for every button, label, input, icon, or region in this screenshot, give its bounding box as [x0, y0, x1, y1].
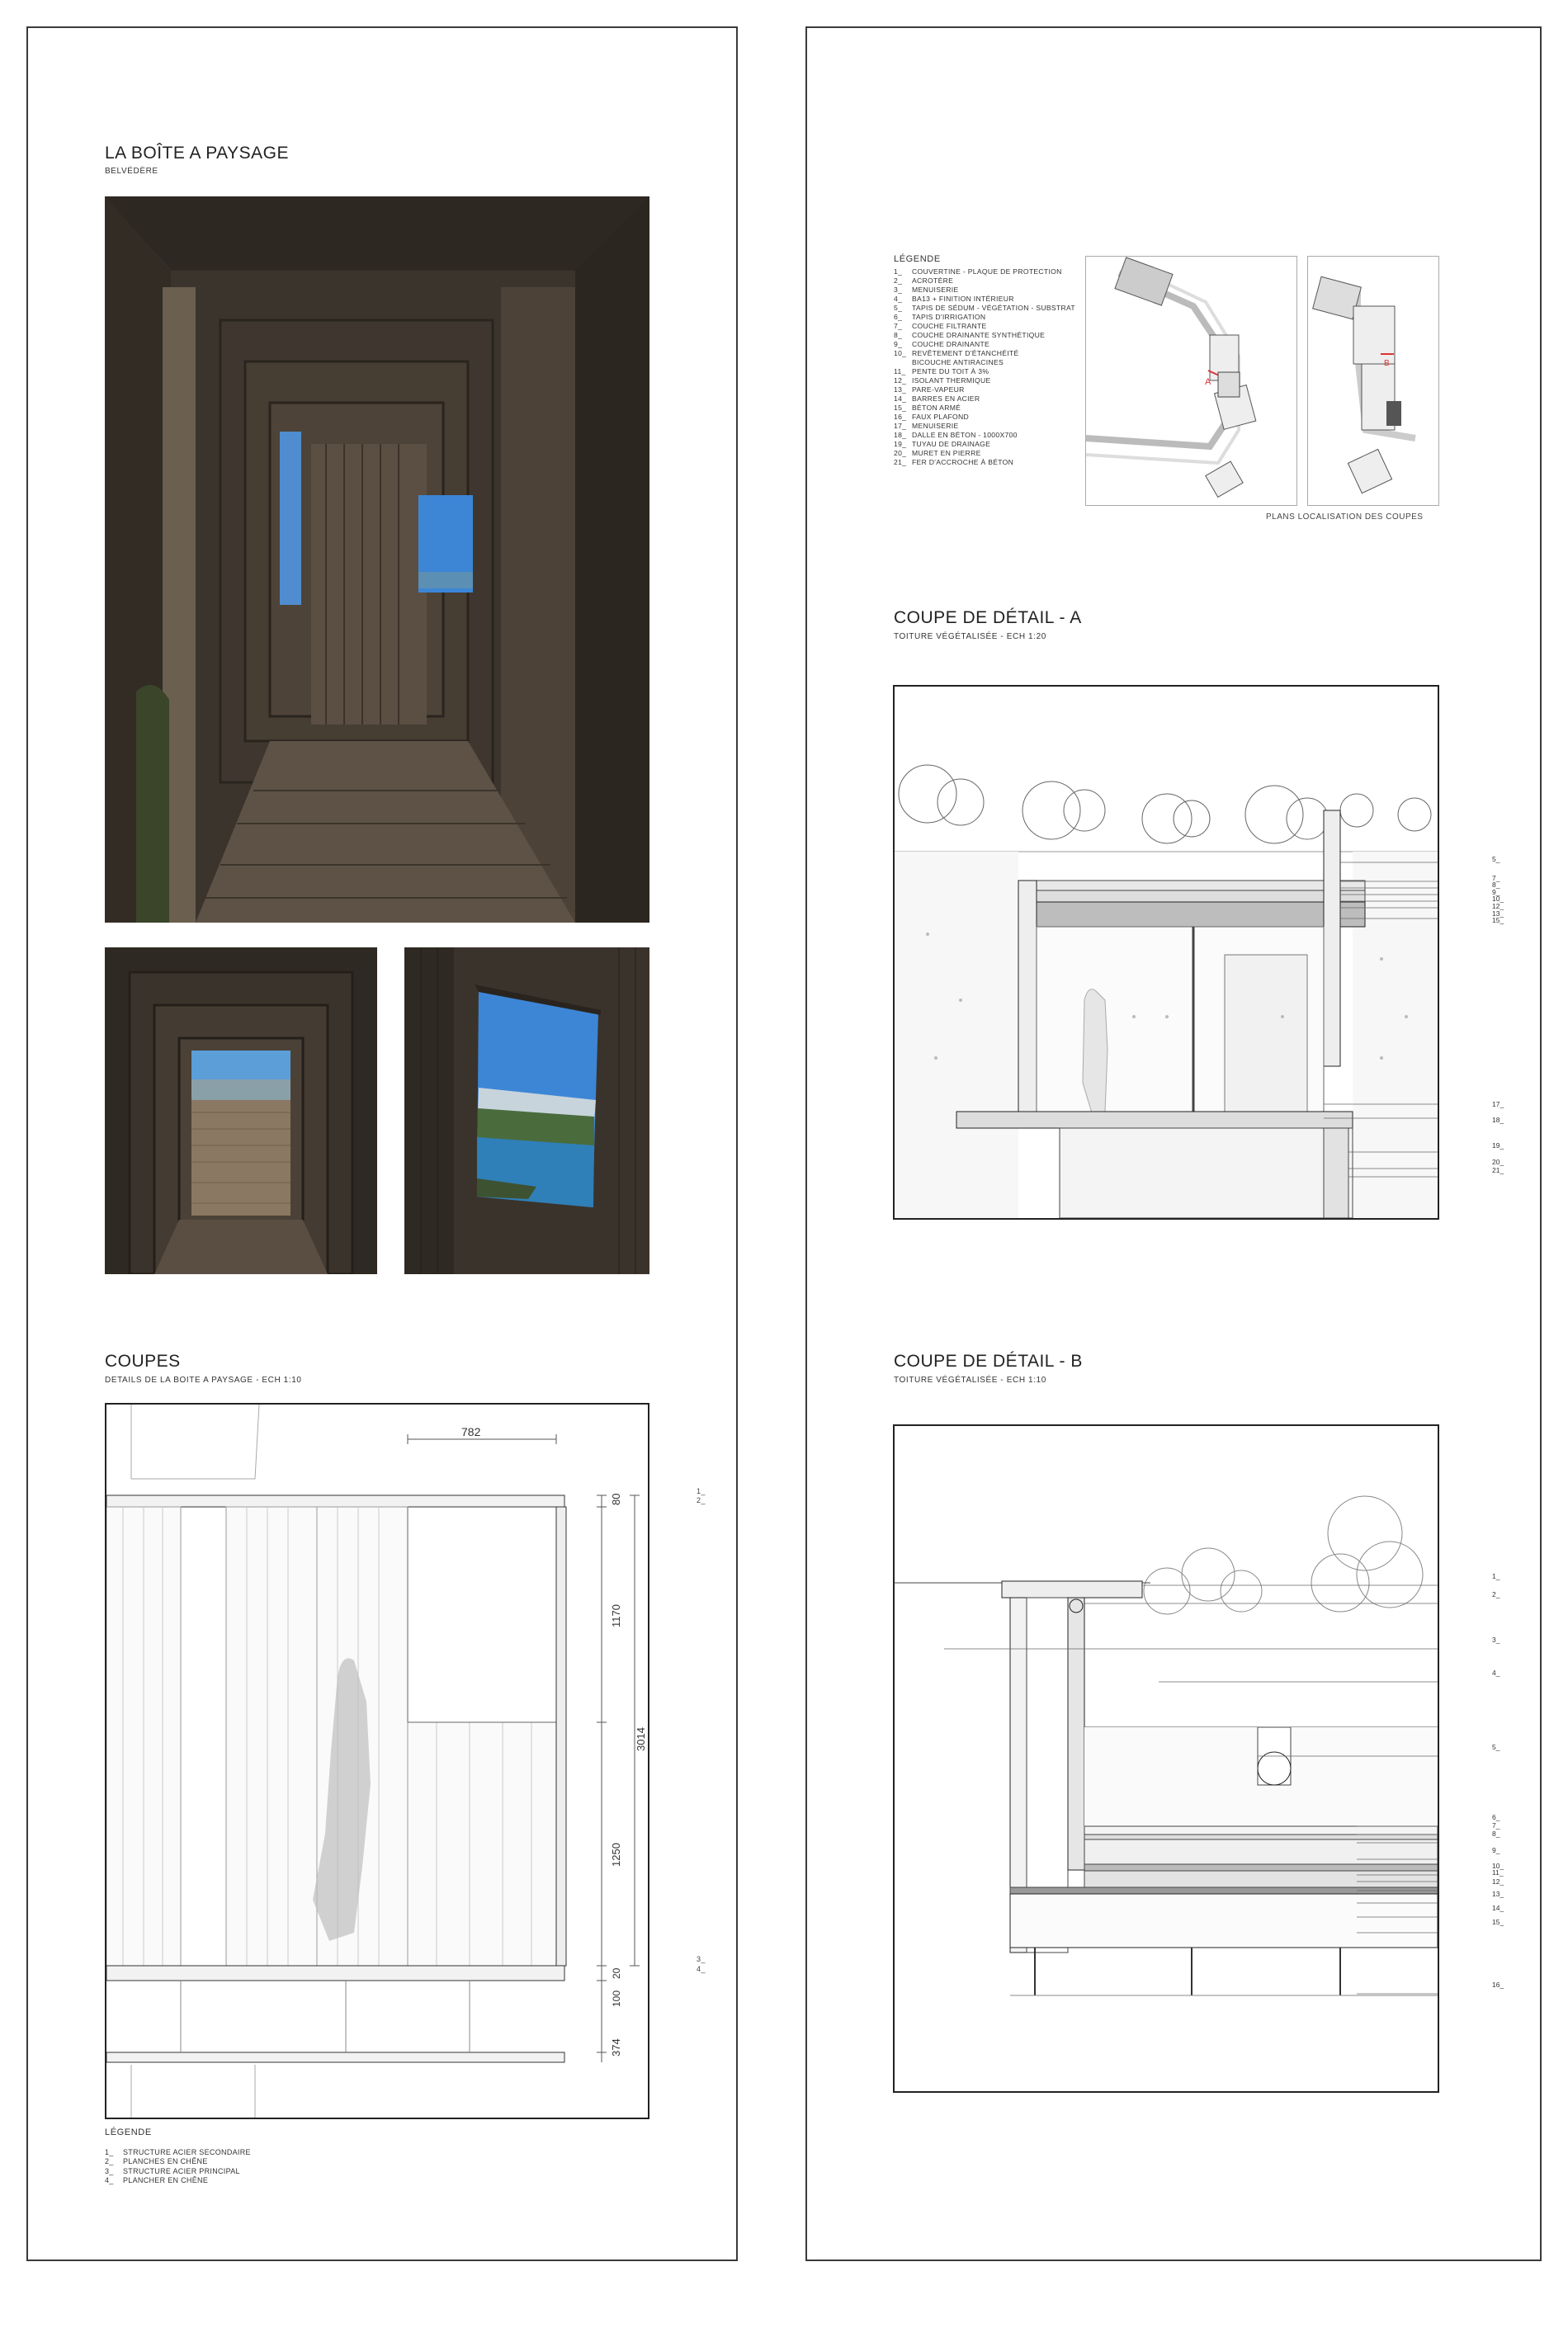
legend-item: 19_ TUYAU DE DRAINAGE	[894, 440, 991, 448]
callout: 12_	[1492, 901, 1504, 910]
photo-corridor-view	[105, 947, 377, 1274]
callout: 12_	[1492, 1877, 1504, 1886]
callout: 5_	[1492, 855, 1500, 863]
legend-item: 2_ PLANCHES EN CHÊNE	[105, 2157, 208, 2166]
legend-item: 16_ FAUX PLAFOND	[894, 413, 970, 421]
dim-1250: 1250	[610, 1843, 622, 1867]
callout: 8_	[1492, 881, 1500, 890]
dim-374: 374	[610, 2038, 622, 2056]
photo-window-view	[404, 947, 649, 1274]
right-legend	[894, 267, 1075, 467]
coupe-a-callouts-lower	[1492, 1100, 1504, 1174]
callout: 10_	[1492, 1862, 1504, 1870]
legend-item: 12_ ISOLANT THERMIQUE	[894, 376, 991, 385]
legend-item: BICOUCHE ANTIRACINES	[912, 358, 1004, 366]
coupes-callout-1: 1_	[697, 1487, 706, 1495]
callout: 13_	[1492, 909, 1504, 918]
coupes-legend	[105, 2148, 251, 2186]
plan-marker-a: A	[1205, 377, 1211, 387]
callout: 2_	[1492, 1590, 1500, 1598]
plan-marker-b: B	[1384, 359, 1390, 368]
legend-item: 1_ COUVERTINE - PLAQUE DE PROTECTION	[894, 267, 1062, 276]
site-plan-1	[1085, 256, 1297, 506]
page-subtitle: BELVÉDÈRE	[105, 167, 158, 176]
callout: 19_	[1492, 1141, 1504, 1150]
main-photo-belvedere	[105, 196, 649, 923]
legend-item: 3_ MENUISERIE	[894, 286, 959, 294]
dim-782: 782	[461, 1425, 481, 1438]
legend-item: 17_ MENUISERIE	[894, 422, 959, 430]
coupe-a-callouts	[1492, 856, 1504, 924]
legend-item: 20_ MURET EN PIERRE	[894, 449, 981, 457]
legend-item: 1_ STRUCTURE ACIER SECONDAIRE	[105, 2148, 251, 2156]
dim-3014: 3014	[635, 1727, 647, 1751]
legend-item: 10_ REVÊTEMENT D'ÉTANCHÉITÉ	[894, 349, 1019, 357]
legend-item: 3_ STRUCTURE ACIER PRINCIPAL	[105, 2166, 240, 2175]
callout: 4_	[1492, 1669, 1500, 1677]
callout: 1_	[1492, 1572, 1500, 1580]
callout: 7_	[1492, 1821, 1500, 1830]
plans-caption: PLANS LOCALISATION DES COUPES	[1266, 512, 1424, 522]
callout: 9_	[1492, 887, 1500, 896]
dim-80: 80	[610, 1493, 622, 1505]
coupe-b-subtitle: TOITURE VÉGÉTALISÉE - ECH 1:10	[894, 1376, 1046, 1385]
coupes-legend-title: LÉGENDE	[105, 2127, 152, 2137]
callout: 13_	[1492, 1890, 1504, 1898]
legend-item: 13_ PARE-VAPEUR	[894, 385, 965, 394]
callout: 9_	[1492, 1846, 1500, 1854]
coupe-a-title: COUPE DE DÉTAIL - A	[894, 608, 1082, 627]
coupe-a-subtitle: TOITURE VÉGÉTALISÉE - ECH 1:20	[894, 632, 1046, 641]
legend-item: 2_ ACROTÈRE	[894, 276, 954, 285]
legend-item: 18_ DALLE EN BÉTON - 1000X700	[894, 431, 1018, 439]
right-legend-title: LÉGENDE	[894, 254, 941, 264]
legend-item: 11_ PENTE DU TOIT À 3%	[894, 367, 989, 375]
callout: 17_	[1492, 1100, 1504, 1108]
callout: 3_	[1492, 1636, 1500, 1644]
legend-item: 8_ COUCHE DRAINANTE SYNTHÉTIQUE	[894, 331, 1046, 339]
legend-item: 14_ BARRES EN ACIER	[894, 394, 980, 403]
coupe-a-drawing	[893, 685, 1439, 1220]
legend-item: 21_ FER D'ACCROCHE À BÉTON	[894, 458, 1014, 466]
coupes-callout-2: 2_	[697, 1496, 706, 1504]
coupes-subtitle: DETAILS DE LA BOITE A PAYSAGE - ECH 1:10	[105, 1376, 302, 1385]
coupe-b-title: COUPE DE DÉTAIL - B	[894, 1352, 1083, 1371]
legend-item: 4_ PLANCHER EN CHÊNE	[105, 2176, 209, 2185]
dim-20: 20	[611, 1967, 622, 1979]
callout: 15_	[1492, 916, 1504, 925]
callout: 14_	[1492, 1904, 1504, 1912]
legend-item: 7_ COUCHE FILTRANTE	[894, 322, 987, 330]
callout: 18_	[1492, 1116, 1504, 1124]
callout: 15_	[1492, 1918, 1504, 1926]
callout: 10_	[1492, 895, 1504, 904]
coupe-b-drawing	[893, 1424, 1439, 2093]
dim-1170: 1170	[610, 1604, 622, 1627]
page-title: LA BOÎTE A PAYSAGE	[105, 144, 289, 163]
callout: 11_	[1492, 1868, 1504, 1877]
legend-item: 4_ BA13 + FINITION INTÉRIEUR	[894, 295, 1014, 303]
site-plan-2	[1307, 256, 1439, 506]
dim-100: 100	[611, 1990, 622, 2007]
callout: 20_	[1492, 1158, 1504, 1166]
coupes-callout-4: 4_	[697, 1965, 706, 1973]
coupes-drawing	[105, 1403, 649, 2119]
coupes-callout-3: 3_	[697, 1955, 706, 1963]
callout: 6_	[1492, 1813, 1500, 1821]
legend-item: 15_ BÉTON ARMÉ	[894, 404, 961, 412]
callout: 7_	[1492, 873, 1500, 882]
callout: 8_	[1492, 1830, 1500, 1838]
legend-item: 6_ TAPIS D'IRRIGATION	[894, 313, 986, 321]
callout: 16_	[1492, 1981, 1504, 1989]
coupes-title: COUPES	[105, 1352, 181, 1371]
callout: 5_	[1492, 1743, 1500, 1751]
legend-item: 9_ COUCHE DRAINANTE	[894, 340, 990, 348]
callout: 21_	[1492, 1166, 1504, 1174]
legend-item: 5_ TAPIS DE SÉDUM - VÉGÉTATION - SUBSTRAT	[894, 304, 1075, 312]
